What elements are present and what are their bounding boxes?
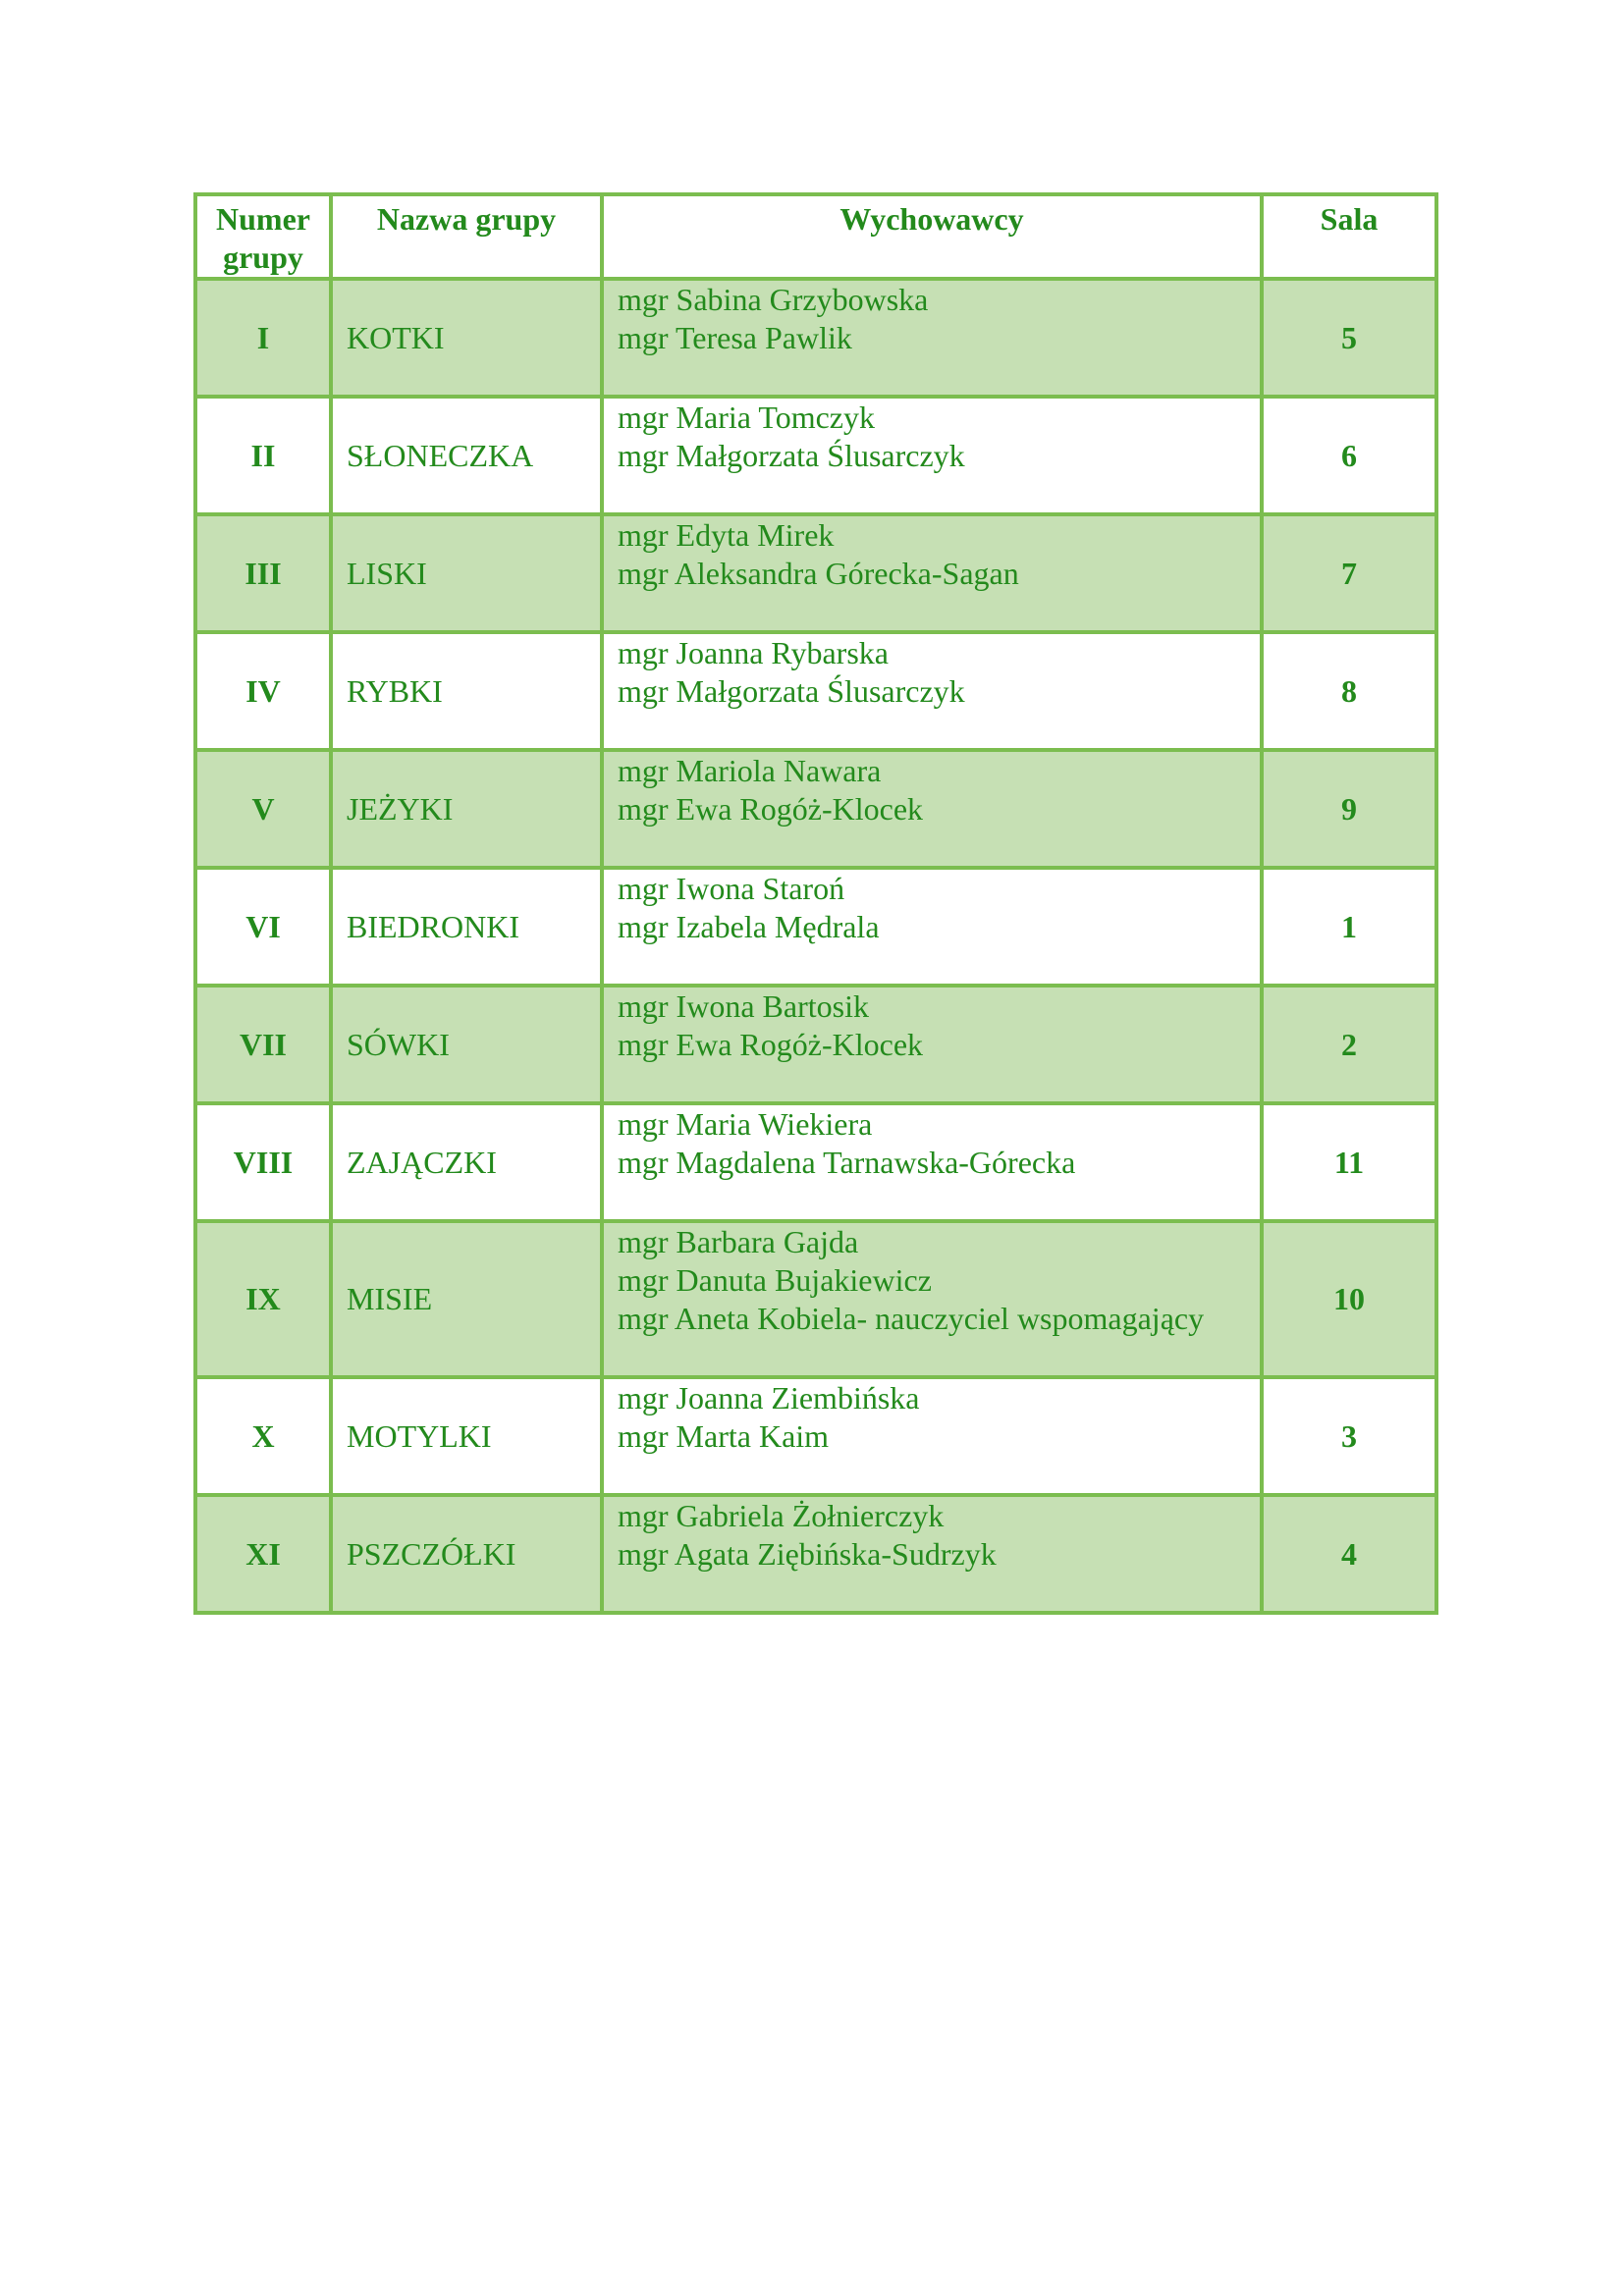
- group-number: II: [195, 397, 331, 514]
- teacher-name: mgr Magdalena Tarnawska-Górecka: [618, 1145, 1076, 1180]
- header-room: Sala: [1262, 194, 1436, 279]
- teachers-cell: [602, 397, 1262, 514]
- teacher-name: mgr Aleksandra Górecka-Sagan: [618, 556, 1019, 591]
- group-number: X: [195, 1377, 331, 1495]
- teacher-name: mgr Joanna Ziembińska: [618, 1380, 920, 1415]
- room-number: 3: [1262, 1377, 1436, 1495]
- teachers-cell: [602, 868, 1262, 986]
- table-row: [195, 986, 1436, 1103]
- teacher-name: mgr Joanna Rybarska: [618, 635, 889, 670]
- teacher-name: mgr Teresa Pawlik: [618, 320, 852, 355]
- teacher-name: mgr Mariola Nawara: [618, 753, 882, 788]
- teacher-name: mgr Iwona Bartosik: [618, 988, 869, 1024]
- teacher-name: mgr Barbara Gajda: [618, 1224, 859, 1259]
- room-number: 10: [1262, 1221, 1436, 1377]
- group-number: IV: [195, 632, 331, 750]
- group-number: VIII: [195, 1103, 331, 1221]
- group-number: V: [195, 750, 331, 868]
- room-number: 8: [1262, 632, 1436, 750]
- teachers-cell: [602, 986, 1262, 1103]
- table-row: [195, 1495, 1436, 1613]
- teachers-cell: [602, 1377, 1262, 1495]
- teachers-cell: [602, 750, 1262, 868]
- header-group-number: Numer grupy: [195, 194, 331, 279]
- teacher-name: mgr Małgorzata Ślusarczyk: [618, 673, 965, 709]
- teacher-name: mgr Gabriela Żołnierczyk: [618, 1498, 945, 1533]
- room-number: 6: [1262, 397, 1436, 514]
- group-name: MOTYLKI: [331, 1377, 602, 1495]
- room-number: 5: [1262, 279, 1436, 397]
- teacher-name: mgr Marta Kaim: [618, 1418, 830, 1454]
- teacher-name: mgr Iwona Staroń: [618, 871, 845, 906]
- room-number: 9: [1262, 750, 1436, 868]
- group-number: VII: [195, 986, 331, 1103]
- teacher-name: mgr Edyta Mirek: [618, 517, 835, 553]
- table-row: [195, 514, 1436, 632]
- table-row: [195, 279, 1436, 397]
- teachers-cell: [602, 1221, 1262, 1377]
- teacher-name: mgr Izabela Mędrala: [618, 909, 880, 944]
- teacher-name: mgr Ewa Rogóż-Klocek: [618, 1027, 924, 1062]
- teacher-name: mgr Ewa Rogóż-Klocek: [618, 791, 924, 827]
- table-row: [195, 1377, 1436, 1495]
- teacher-name: mgr Aneta Kobiela- nauczyciel wspomagający: [618, 1301, 1205, 1336]
- teachers-cell: [602, 1495, 1262, 1613]
- header-group-name: Nazwa grupy: [331, 194, 602, 279]
- group-number: IX: [195, 1221, 331, 1377]
- group-name: SÓWKI: [331, 986, 602, 1103]
- teacher-name: mgr Maria Tomczyk: [618, 400, 875, 435]
- table-row: [195, 632, 1436, 750]
- group-name: JEŻYKI: [331, 750, 602, 868]
- group-name: RYBKI: [331, 632, 602, 750]
- group-number: I: [195, 279, 331, 397]
- table-row: [195, 397, 1436, 514]
- table-row: [195, 1221, 1436, 1377]
- table-row: [195, 1103, 1436, 1221]
- room-number: 7: [1262, 514, 1436, 632]
- teachers-cell: [602, 1103, 1262, 1221]
- table-row: [195, 868, 1436, 986]
- group-name: PSZCZÓŁKI: [331, 1495, 602, 1613]
- teachers-cell: [602, 279, 1262, 397]
- group-name: MISIE: [331, 1221, 602, 1377]
- teacher-name: mgr Agata Ziębińska-Sudrzyk: [618, 1536, 997, 1572]
- room-number: 11: [1262, 1103, 1436, 1221]
- room-number: 1: [1262, 868, 1436, 986]
- group-name: ZAJĄCZKI: [331, 1103, 602, 1221]
- teacher-name: mgr Maria Wiekiera: [618, 1106, 873, 1142]
- groups-table: [193, 192, 1438, 1615]
- group-name: SŁONECZKA: [331, 397, 602, 514]
- group-name: LISKI: [331, 514, 602, 632]
- group-name: BIEDRONKI: [331, 868, 602, 986]
- group-name: KOTKI: [331, 279, 602, 397]
- room-number: 4: [1262, 1495, 1436, 1613]
- group-number: VI: [195, 868, 331, 986]
- table-header-row: [195, 194, 1436, 279]
- teachers-cell: [602, 514, 1262, 632]
- teacher-name: mgr Małgorzata Ślusarczyk: [618, 438, 965, 473]
- table-row: [195, 750, 1436, 868]
- room-number: 2: [1262, 986, 1436, 1103]
- teacher-name: mgr Sabina Grzybowska: [618, 282, 929, 317]
- teachers-cell: [602, 632, 1262, 750]
- teacher-name: mgr Danuta Bujakiewicz: [618, 1262, 932, 1298]
- header-teachers: Wychowawcy: [602, 194, 1262, 279]
- group-number: XI: [195, 1495, 331, 1613]
- group-number: III: [195, 514, 331, 632]
